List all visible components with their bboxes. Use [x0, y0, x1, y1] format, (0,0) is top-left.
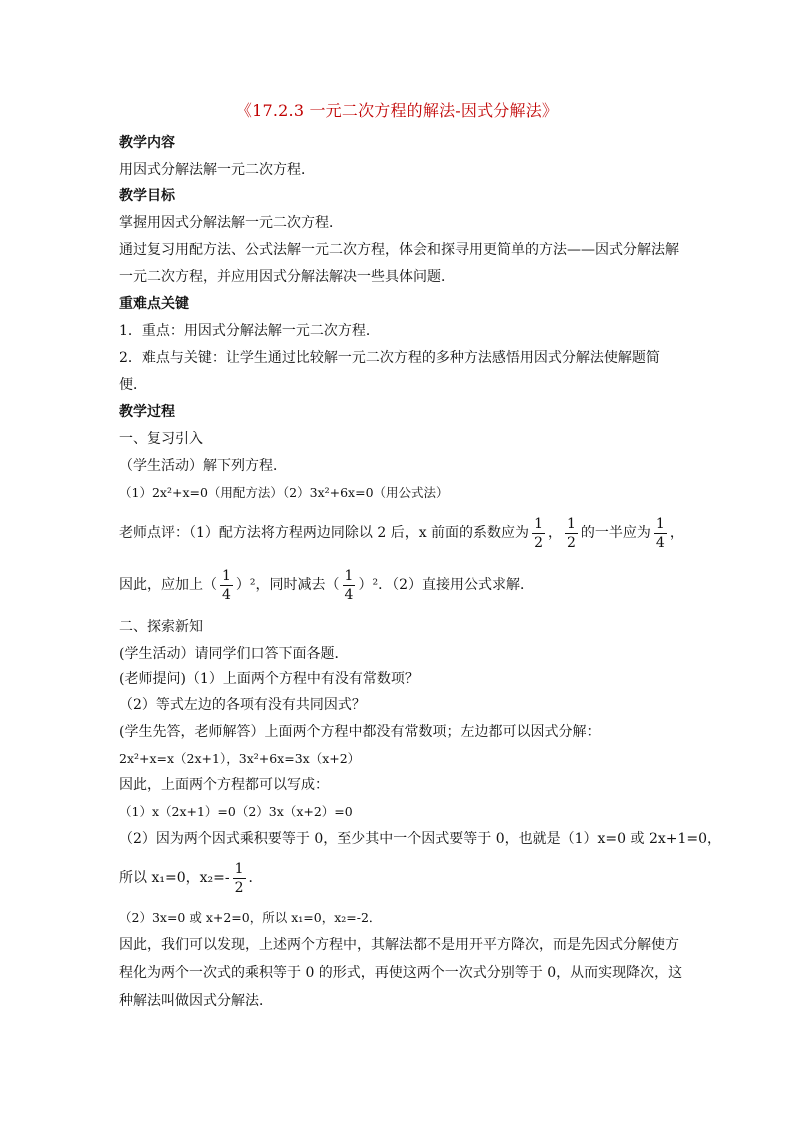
teaching-content-text: 用因式分解法解一元二次方程． — [119, 162, 315, 178]
solution-text-a: 所以 x₁=0，x₂=- — [119, 870, 230, 886]
solution-line-1 — [119, 858, 679, 898]
heading-teaching-content: 教学内容 — [119, 135, 175, 151]
teacher-question-2: （2）等式左边的各项有没有共同因式？ — [119, 697, 366, 713]
fraction-denominator: 4 — [655, 534, 665, 551]
goal-line-1: 掌握用因式分解法解一元二次方程． — [119, 215, 343, 231]
conclusion-line-1: 因此，我们可以发现，上述两个方程中，其解法都不是用开平方降次，而是先因式分解使方 — [119, 937, 679, 953]
conclusion-line-2: 程化为两个一次式的乘积等于 0 的形式，再使这两个一次式分别等于 0，从而实现降次，这 — [119, 965, 683, 981]
comment-text-e: ）²．（2）直接用公式求解． — [358, 577, 534, 593]
comment-text-b: 的一半应为 — [580, 525, 651, 541]
comment-text-c: 因此，应加上（ — [119, 577, 217, 593]
factored-forms: （1）x（2x+1）=0（2）3x（x+2）=0 — [119, 804, 353, 819]
page-title: 《17.2.3 一元二次方程的解法-因式分解法》 — [235, 101, 559, 120]
solution-line-2: （2）3x=0 或 x+2=0，所以 x₁=0，x₂=-2． — [119, 910, 382, 925]
heading-teaching-process: 教学过程 — [119, 404, 175, 420]
section-explore: 二、探索新知 — [119, 619, 203, 635]
conclusion-line-3: 种解法叫做因式分解法． — [119, 993, 273, 1009]
comment-text-d: ）²，同时减去（ — [235, 577, 340, 593]
comma-end: ， — [669, 525, 684, 541]
comma: ， — [547, 525, 562, 541]
fraction-one-half-2 — [565, 517, 578, 550]
teacher-comment-line-2 — [119, 565, 679, 605]
heading-key-points: 重难点关键 — [119, 296, 189, 312]
fraction-numerator: 1 — [566, 515, 576, 532]
fraction-numerator: 1 — [344, 567, 354, 584]
factorization-line: 2x²+x=x（2x+1），3x²+6x=3x（x+2） — [119, 751, 361, 766]
fraction-denominator: 4 — [344, 586, 354, 603]
fraction-denominator: 4 — [222, 586, 231, 603]
fraction-one-half — [532, 517, 545, 550]
fraction-numerator: 1 — [655, 515, 665, 532]
fraction-numerator: 1 — [222, 567, 231, 584]
heading-teaching-goals: 教学目标 — [119, 188, 175, 204]
solution-text-b: ． — [248, 870, 263, 886]
student-answer: (学生先答，老师解答）上面两个方程中都没有常数项；左边都可以因式分解： — [119, 724, 601, 740]
comment-text-a: 老师点评：（1）配方法将方程两边同除以 2 后，x 前面的系数应为 — [119, 525, 530, 541]
fraction-numerator: 1 — [234, 860, 244, 877]
key-point-1: 1．重点：用因式分解法解一元二次方程． — [119, 323, 380, 339]
fraction-denominator: 2 — [234, 879, 244, 896]
fraction-one-half-3 — [233, 862, 246, 895]
teacher-comment-line — [119, 513, 684, 553]
student-activity-2: (学生活动）请同学们口答下面各题． — [119, 646, 349, 662]
fraction-numerator: 1 — [534, 515, 543, 532]
fraction-one-quarter — [654, 517, 667, 550]
fraction-denominator: 2 — [566, 534, 576, 551]
rewrite-intro: 因此，上面两个方程都可以写成： — [119, 777, 329, 793]
teacher-question-1: (老师提问)（1）上面两个方程中有没有常数项？ — [119, 671, 419, 687]
key-point-2: 2．难点与关键：让学生通过比较解一元二次方程的多种方法感悟用因式分解法使解题简 — [119, 350, 660, 366]
equation-line: （1）2x²+x=0（用配方法）（2）3x²+6x=0（用公式法） — [119, 485, 449, 500]
goal-line-3: 一元二次方程，并应用因式分解法解决一些具体问题． — [119, 269, 455, 285]
section-review: 一、复习引入 — [119, 431, 203, 447]
student-activity-1: （学生活动）解下列方程． — [119, 458, 287, 474]
goal-line-2: 通过复习用配方法、公式法解一元二次方程，体会和探寻用更简单的方法——因式分解法解 — [119, 242, 679, 258]
fraction-one-quarter-2 — [220, 569, 233, 602]
reasoning-line: （2）因为两个因式乘积要等于 0，至少其中一个因式要等于 0，也就是（1）x=0 或 2x+1=0， — [119, 831, 722, 847]
fraction-denominator: 2 — [534, 534, 543, 551]
key-point-2-cont: 便． — [119, 377, 147, 393]
fraction-one-quarter-3 — [343, 569, 356, 602]
